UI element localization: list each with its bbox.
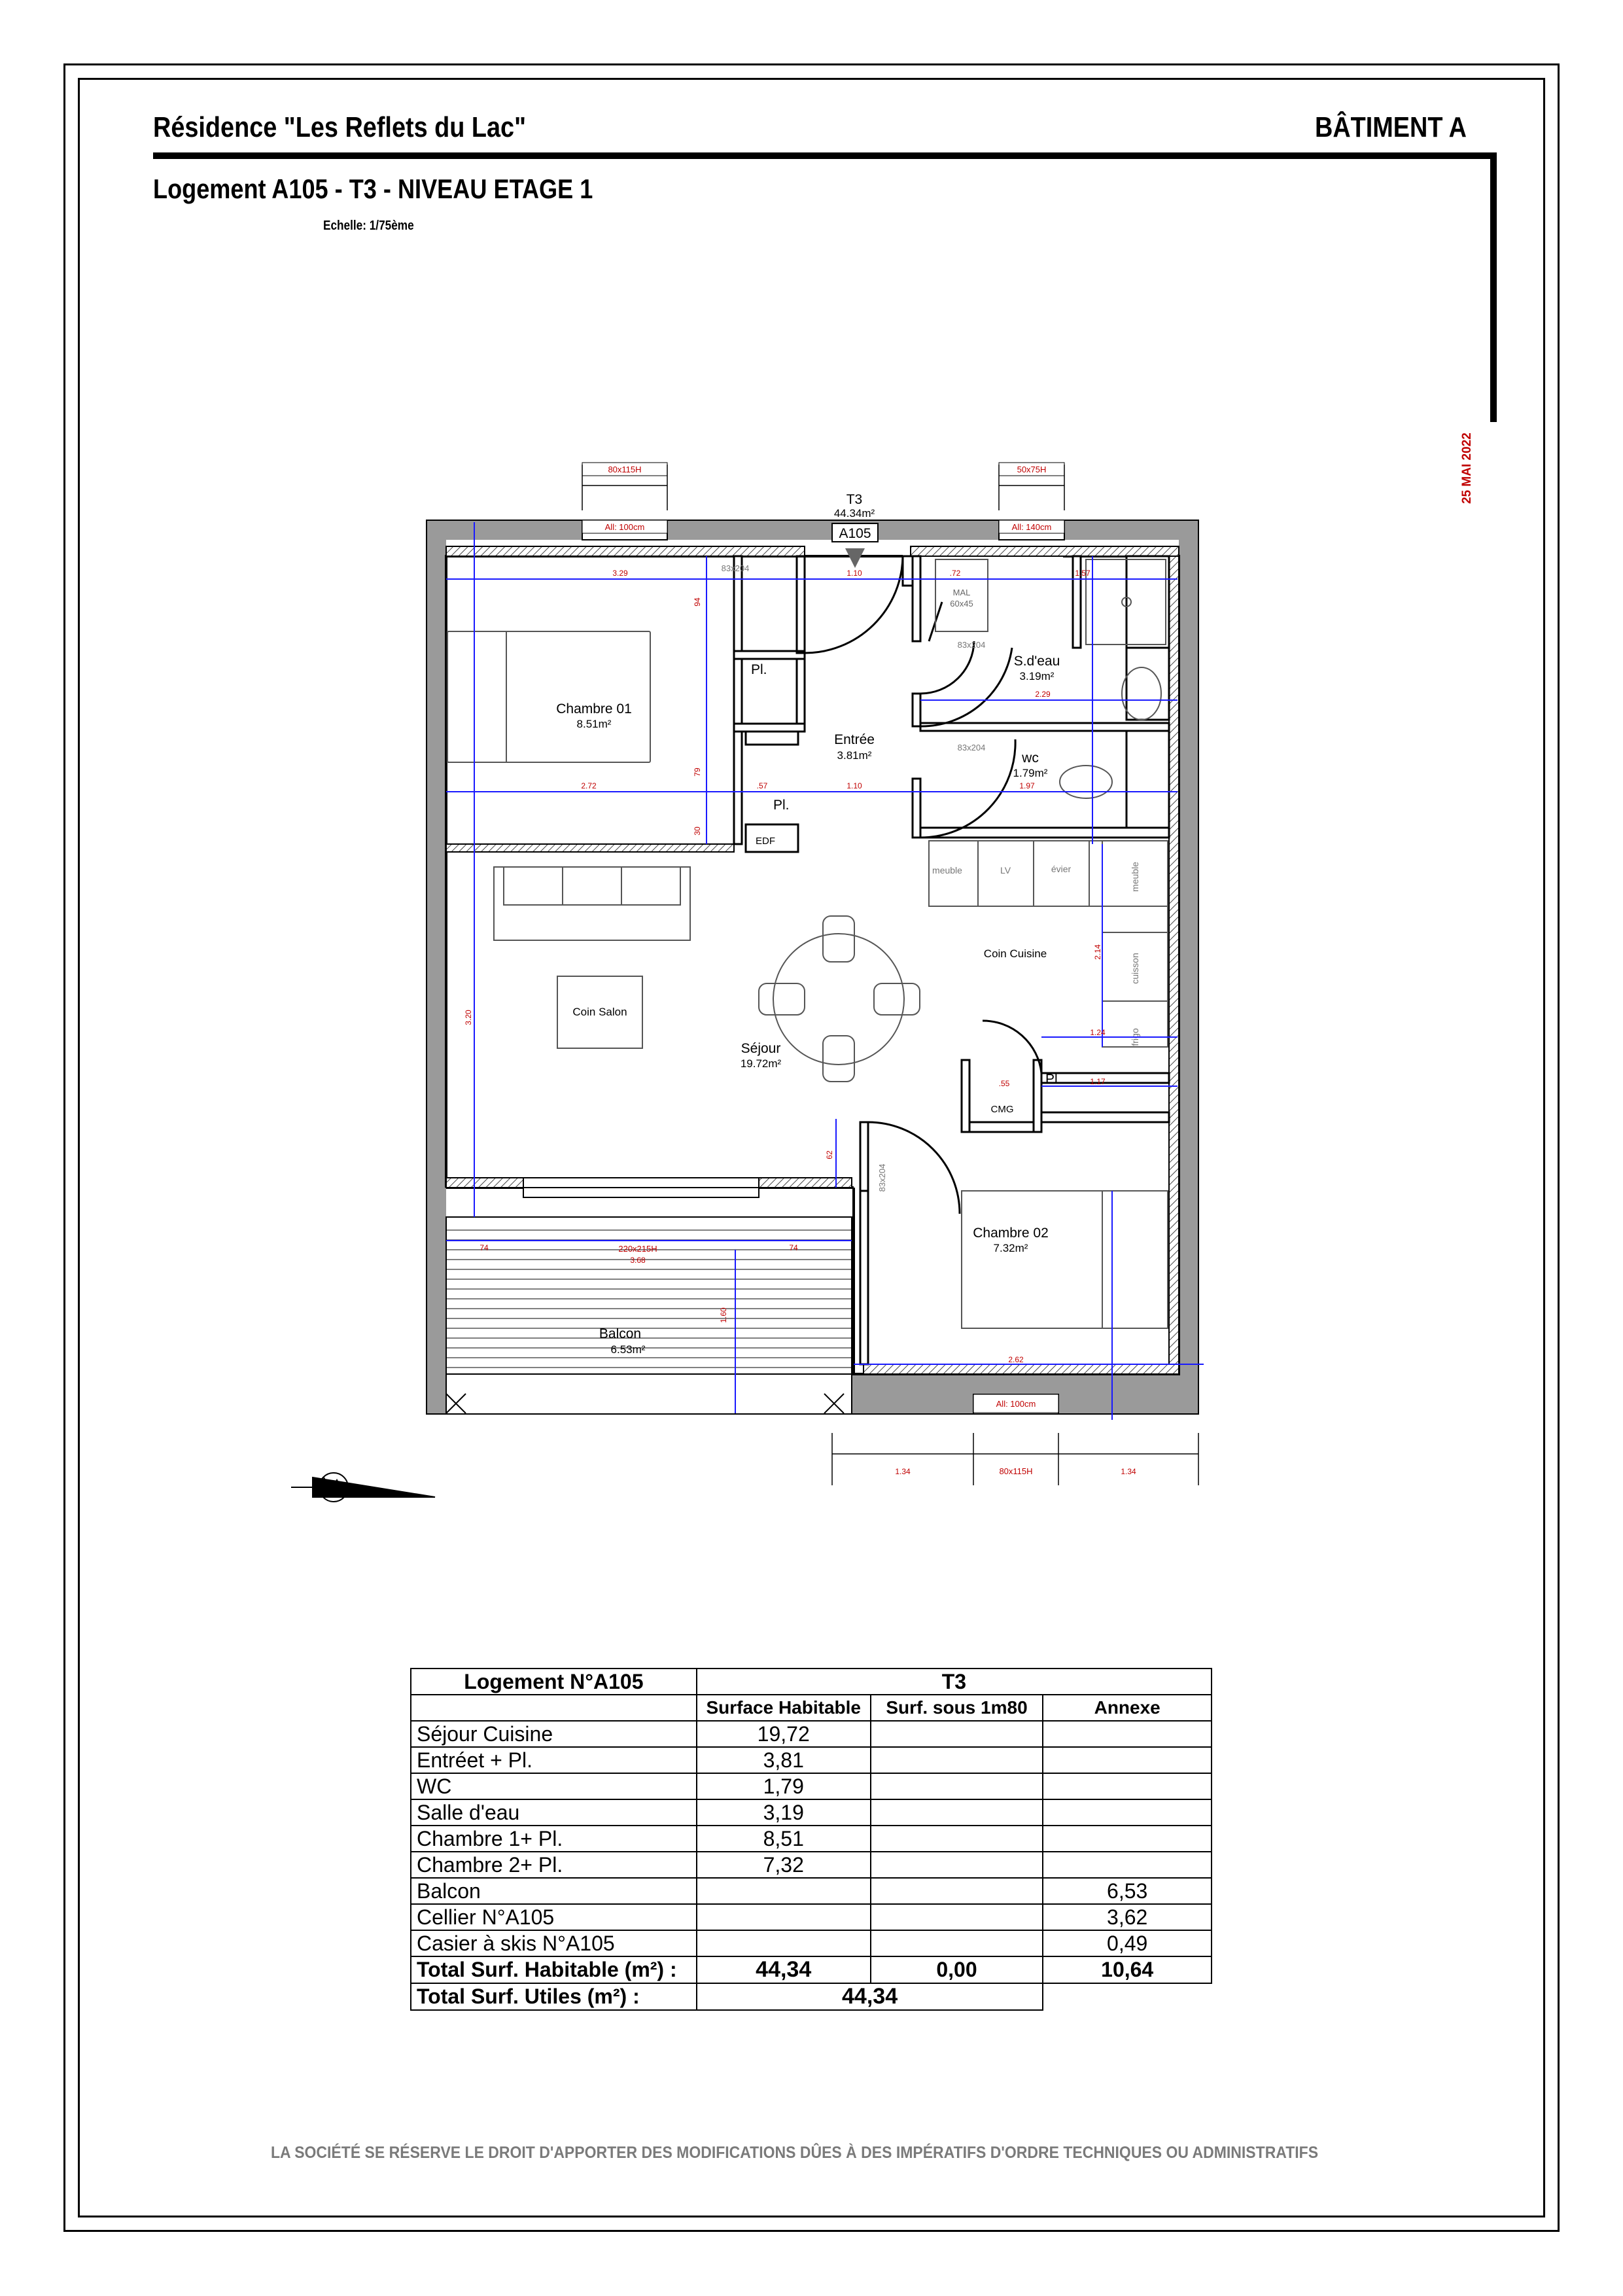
- window-size-label: 50x75H: [1017, 465, 1047, 474]
- table-type: T3: [697, 1669, 1212, 1695]
- label-placard: Pl.: [1045, 1072, 1062, 1087]
- disclaimer-footer: LA SOCIÉTÉ SE RÉSERVE LE DROIT D'APPORTER DES MODIFICATIONS DÛES À DES IMPÉRATIFS D'ORDRE TECHNIQUES OU ADMINISTRATIFS: [271, 2144, 1319, 2162]
- row-annexe: [1043, 1721, 1212, 1747]
- col-header: Surf. sous 1m80: [871, 1695, 1043, 1721]
- dim-value: 1.10: [846, 781, 862, 790]
- total-annexe-value: 10,64: [1043, 1956, 1212, 1983]
- row-annexe: [1043, 1826, 1212, 1852]
- table-row: [411, 1904, 1212, 1930]
- window-size-label: 80x115H: [999, 1466, 1033, 1476]
- window-size-label: 220x215H: [618, 1244, 657, 1254]
- room-name-entree: Entrée: [834, 732, 875, 747]
- external-dimensions: [582, 465, 1198, 1485]
- row-annexe: [1043, 1773, 1212, 1799]
- total-hab-value: 44,34: [697, 1956, 871, 1983]
- row-hab: 8,51: [697, 1826, 871, 1852]
- label-door-size: 83x204: [721, 563, 750, 573]
- window-sill-label: All: 100cm: [604, 522, 645, 532]
- window-annotations: [582, 463, 1064, 1476]
- room-name-chambre02: Chambre 02: [973, 1226, 1049, 1241]
- dim-value: 3.20: [464, 1010, 473, 1025]
- room-area-chambre01: 8.51m²: [576, 718, 612, 730]
- table-row: [411, 1826, 1212, 1852]
- row-annexe: [1043, 1852, 1212, 1878]
- dimension-lines: [446, 522, 1204, 1420]
- room-name-sdeau: S.d'eau: [1013, 654, 1060, 669]
- exterior-walls: [427, 520, 1198, 1414]
- room-area-sejour: 19.72m²: [740, 1057, 782, 1070]
- logement-title: Logement A105 - T3 - NIVEAU ETAGE 1: [153, 173, 593, 204]
- room-labels: [556, 563, 1140, 1356]
- label-coin-salon: Coin Salon: [572, 1006, 627, 1018]
- row-hab: 19,72: [697, 1721, 871, 1747]
- total-utiles-row: [411, 1983, 1212, 2010]
- label-mal: MAL: [952, 588, 971, 597]
- label-coin-cuisine: Coin Cuisine: [983, 947, 1047, 960]
- dim-value: 74: [480, 1243, 489, 1252]
- row-label: Chambre 2+ Pl.: [411, 1852, 697, 1878]
- dim-value: 1.34: [895, 1467, 911, 1476]
- date-stamp: 25 MAI 2022: [1460, 433, 1474, 504]
- label-door-size: 83x204: [957, 640, 986, 650]
- row-hab: 7,32: [697, 1852, 871, 1878]
- room-area-balcon: 6.53m²: [610, 1343, 646, 1356]
- room-name-wc: wc: [1022, 751, 1039, 766]
- room-name-sejour: Séjour: [741, 1041, 781, 1056]
- room-area-chambre02: 7.32m²: [993, 1242, 1028, 1254]
- dim-value: .55: [998, 1079, 1010, 1088]
- dim-value: 1.57: [1075, 569, 1091, 578]
- label-frigo: frigo: [1130, 1028, 1140, 1046]
- row-label: Casier à skis N°A105: [411, 1930, 697, 1956]
- scale-label: Echelle: 1/75ème: [323, 219, 414, 233]
- row-annexe: [1043, 1799, 1212, 1826]
- label-mal-size: 60x45: [950, 599, 973, 609]
- row-sous: [871, 1773, 1043, 1799]
- row-label: Balcon: [411, 1878, 697, 1904]
- dim-value: 74: [789, 1243, 798, 1252]
- label-door-size: 83x204: [877, 1163, 887, 1192]
- dim-value: 3.68: [630, 1256, 646, 1265]
- building-title: BÂTIMENT A: [1315, 111, 1467, 143]
- row-hab: [697, 1930, 871, 1956]
- row-label: Salle d'eau: [411, 1799, 697, 1826]
- row-sous: [871, 1878, 1043, 1904]
- unit-area: 44.34m²: [833, 507, 875, 520]
- row-sous: [871, 1799, 1043, 1826]
- room-name-balcon: Balcon: [599, 1326, 642, 1341]
- dim-value: 79: [693, 768, 702, 777]
- row-sous: [871, 1852, 1043, 1878]
- dim-value: 94: [693, 597, 702, 607]
- dim-value: 3.29: [612, 569, 628, 578]
- table-row: [411, 1878, 1212, 1904]
- row-annexe: 6,53: [1043, 1878, 1212, 1904]
- row-annexe: [1043, 1747, 1212, 1773]
- dim-value: 1.17: [1090, 1077, 1106, 1086]
- label-door-size: 83x204: [957, 743, 986, 752]
- row-hab: 3,19: [697, 1799, 871, 1826]
- row-annexe: 3,62: [1043, 1904, 1212, 1930]
- dim-value: 2.72: [581, 781, 597, 790]
- dim-value: 1.10: [846, 569, 862, 578]
- row-sous: [871, 1930, 1043, 1956]
- row-sous: [871, 1721, 1043, 1747]
- dim-value: 1.97: [1019, 781, 1035, 790]
- room-name-chambre01: Chambre 01: [556, 701, 632, 716]
- total-hab-label: Total Surf. Habitable (m²) :: [411, 1956, 697, 1983]
- row-hab: [697, 1878, 871, 1904]
- row-hab: [697, 1904, 871, 1930]
- total-habitable-row: [411, 1956, 1212, 1983]
- row-sous: [871, 1747, 1043, 1773]
- total-utiles-label: Total Surf. Utiles (m²) :: [411, 1983, 697, 2010]
- unit-id: A105: [839, 526, 871, 541]
- label-meuble: meuble: [932, 865, 962, 875]
- table-row: [411, 1721, 1212, 1747]
- dim-value: 30: [693, 826, 702, 836]
- residence-title: Résidence "Les Reflets du Lac": [153, 111, 527, 143]
- surface-table: [410, 1668, 1212, 2011]
- row-hab: 1,79: [697, 1773, 871, 1799]
- window-sill-label: All: 100cm: [996, 1399, 1036, 1409]
- row-label: Chambre 1+ Pl.: [411, 1826, 697, 1852]
- row-hab: 3,81: [697, 1747, 871, 1773]
- dim-value: 1.34: [1121, 1467, 1136, 1476]
- total-sous-value: 0,00: [871, 1956, 1043, 1983]
- dim-value: 1.24: [1090, 1028, 1106, 1037]
- row-sous: [871, 1826, 1043, 1852]
- window-size-label: 80x115H: [608, 465, 642, 474]
- table-row: [411, 1773, 1212, 1799]
- row-label: Séjour Cuisine: [411, 1721, 697, 1747]
- dim-value: 1.60: [719, 1307, 728, 1323]
- dim-value: 2.14: [1093, 944, 1102, 960]
- table-title: Logement N°A105: [411, 1669, 697, 1695]
- unit-type: T3: [846, 492, 863, 507]
- room-area-entree: 3.81m²: [837, 749, 872, 762]
- room-area-sdeau: 3.19m²: [1019, 670, 1055, 682]
- north-arrow-icon: [291, 1473, 435, 1502]
- row-label: WC: [411, 1773, 697, 1799]
- table-row: [411, 1930, 1212, 1956]
- wall-lines: [446, 556, 1179, 1374]
- dim-value: 62: [825, 1150, 834, 1159]
- label-lv: LV: [1000, 865, 1011, 875]
- table-row: [411, 1852, 1212, 1878]
- label-meuble: meuble: [1130, 862, 1140, 892]
- label-cuisson: cuisson: [1130, 953, 1140, 984]
- furniture: [447, 559, 1168, 1328]
- label-evier: évier: [1051, 864, 1072, 874]
- label-cmg: CMG: [990, 1104, 1014, 1115]
- row-annexe: 0,49: [1043, 1930, 1212, 1956]
- row-label: Entréet + Pl.: [411, 1747, 697, 1773]
- dim-value: .72: [949, 569, 961, 578]
- dim-value: 2.62: [1008, 1355, 1024, 1364]
- table-row: [411, 1747, 1212, 1773]
- label-edf: EDF: [756, 836, 775, 847]
- interior-partitions: [734, 556, 1169, 1364]
- dim-value: 2.29: [1035, 690, 1051, 699]
- row-sous: [871, 1904, 1043, 1930]
- col-header: Surface Habitable: [697, 1695, 871, 1721]
- label-placard: Pl.: [773, 798, 790, 813]
- col-header: Annexe: [1043, 1695, 1212, 1721]
- total-utiles-value: 44,34: [697, 1983, 1043, 2010]
- dim-value: .57: [756, 781, 768, 790]
- table-row: [411, 1799, 1212, 1826]
- row-label: Cellier N°A105: [411, 1904, 697, 1930]
- window-sill-label: All: 140cm: [1011, 522, 1052, 532]
- label-placard: Pl.: [751, 662, 767, 677]
- room-area-wc: 1.79m²: [1013, 767, 1048, 779]
